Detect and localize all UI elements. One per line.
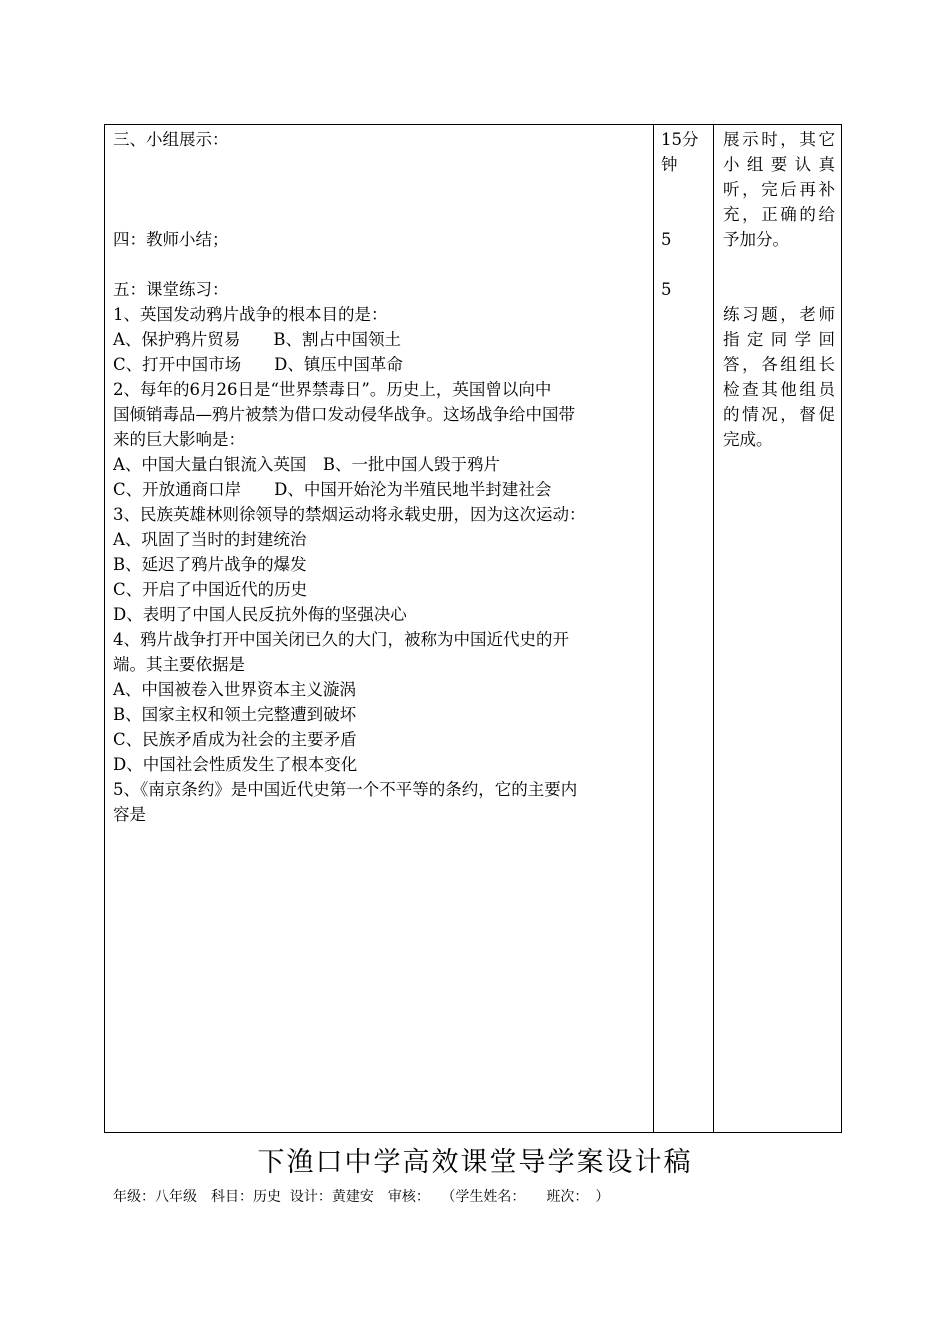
question-2-line-1: 2、每年的6月26日是“世界禁毒日”。历史上，英国曾以向中: [113, 380, 552, 399]
section-teacher-summary: 四：教师小结；: [113, 230, 229, 249]
question-2-options-ab: A、中国大量白银流入英国 B、一批中国人毁于鸦片: [113, 455, 501, 474]
content-column: [105, 125, 654, 1132]
question-4-option-d: D、中国社会性质发生了根本变化: [113, 755, 358, 774]
lesson-table: [104, 124, 842, 1133]
header-meta: 年级：八年级 科目：历史 设计：黄建安 审核： （学生姓名： 班次： ）: [113, 1189, 610, 1205]
question-1: 1、英国发动鸦片战争的根本目的是：: [113, 305, 388, 324]
question-4-line-1: 4、鸦片战争打开中国关闭已久的大门，被称为中国近代史的开: [113, 630, 569, 649]
question-2-line-3: 来的巨大影响是：: [113, 430, 245, 449]
question-2-line-2: 国倾销毒品—鸦片被禁为借口发动侵华战争。这场战争给中国带: [113, 405, 575, 424]
question-1-options-cd: C、打开中国市场 D、镇压中国革命: [113, 355, 403, 374]
question-3-option-c: C、开启了中国近代的历史: [113, 580, 308, 599]
question-4-option-c: C、民族矛盾成为社会的主要矛盾: [113, 730, 357, 749]
question-3-option-d: D、表明了中国人民反抗外侮的坚强决心: [113, 605, 407, 624]
time-practice: 5: [661, 280, 672, 299]
question-1-options-ab: A、保护鸦片贸易 B、割占中国领土: [113, 330, 402, 349]
time-column: [653, 125, 714, 1132]
section-practice: 五：课堂练习：: [113, 280, 229, 299]
question-3: 3、民族英雄林则徐领导的禁烟运动将永载史册，因为这次运动：: [113, 505, 586, 524]
time-show-unit: 钟: [661, 155, 678, 174]
question-4-line-2: 端。其主要依据是: [113, 655, 245, 674]
question-5-line-1: 5、《南京条约》是中国近代史第一个不平等的条约，它的主要内: [113, 780, 578, 799]
question-3-option-a: A、巩固了当时的封建统治: [113, 530, 307, 549]
section-group-show: 三、小组展示：: [113, 130, 229, 149]
page-title: 下渔口中学高效课堂导学案设计稿: [257, 1147, 693, 1178]
note-show: 展示时，其它小组要认真听，完后再补充，正确的给予加分。: [723, 130, 835, 249]
question-4-option-a: A、中国被卷入世界资本主义漩涡: [113, 680, 356, 699]
question-4-option-b: B、国家主权和领土完整遭到破坏: [113, 705, 357, 724]
notes-column: [713, 125, 843, 1132]
time-show: 15分: [661, 130, 699, 149]
question-5-line-2: 容是: [113, 805, 146, 824]
note-practice: 练习题，老师指定同学回答，各组组长检查其他组员的情况，督促完成。: [723, 305, 835, 449]
time-summary: 5: [661, 230, 672, 249]
question-2-options-cd: C、开放通商口岸 D、中国开始沦为半殖民地半封建社会: [113, 480, 552, 499]
question-3-option-b: B、延迟了鸦片战争的爆发: [113, 555, 307, 574]
